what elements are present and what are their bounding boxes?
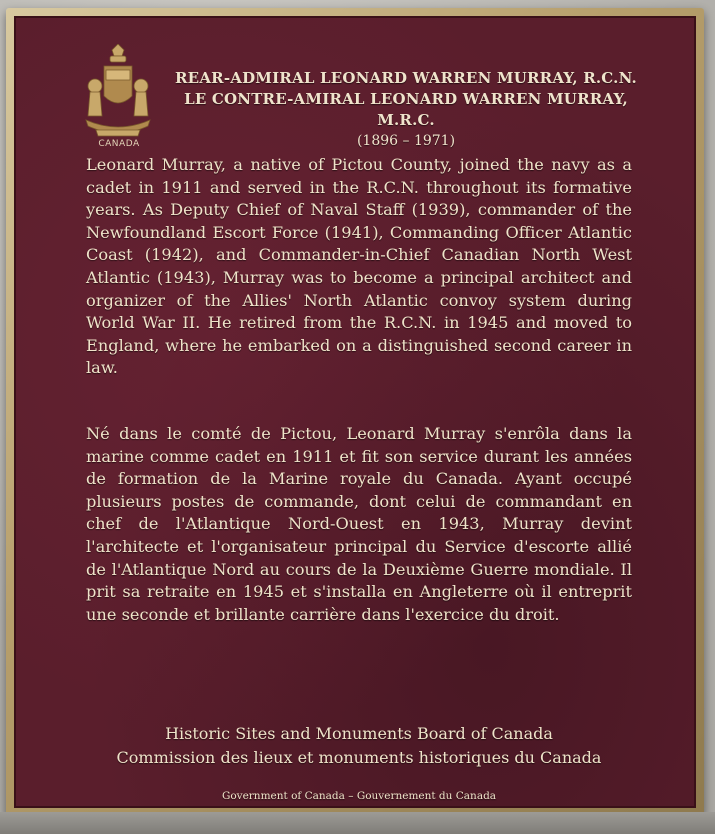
title-english: REAR-ADMIRAL LEONARD WARREN MURRAY, R.C.N. [175,69,637,87]
footer-french: Commission des lieux et monuments historiques du Canada [116,748,602,767]
footer-government: Government of Canada – Gouvernement du Canada [221,790,497,802]
plaque-footer [86,722,632,804]
title-years: (1896 – 1971) [356,133,456,149]
plaque-title [166,68,646,151]
paragraph-english: Leonard Murray, a native of Pictou County, joined the navy as a cadet in 1911 and served in the R.C.N. throughout its formative years. As Deputy Chief of Naval Staff (1939), commander of the Newfoundland Escort Force (1941), Commanding Officer Atlantic Coast (1942), and Commander-in-Chief Canadian North West Atlantic (1943), Murray was to become a principal architect and organizer of the Allies' North Atlantic convoy system during World War II. He retired from the R.C.N. in 1945 and moved to England, where he embarked on a distinguished second career in law. [86,155,632,378]
heritage-plaque [14,16,696,808]
canada-label: CANADA [98,139,140,149]
title-french: LE CONTRE-AMIRAL LEONARD WARREN MURRAY, M.R.C. [184,90,628,129]
ground-shadow [0,812,715,834]
footer-english: Historic Sites and Monuments Board of Canada [165,724,553,743]
paragraph-french: Né dans le comté de Pictou, Leonard Murray s'enrôla dans la marine comme cadet en 1911 et fit son service durant les années de formation de la Marine royale du Canada. Ayant occupé plusieurs postes de commande, dont celui de commandant en chef de l'Atlantique Nord-Ouest en 1943, Murray devint l'architecte et l'organisateur principal du Service d'escorte allié de l'Atlantique Nord au cours de la Deuxième Guerre mondiale. Il prit sa retraite en 1945 et s'installa en Angleterre où il entreprit une seconde et brillante carrière dans l'exercice du droit. [86,424,632,624]
canada-coat-of-arms-icon [82,44,154,144]
